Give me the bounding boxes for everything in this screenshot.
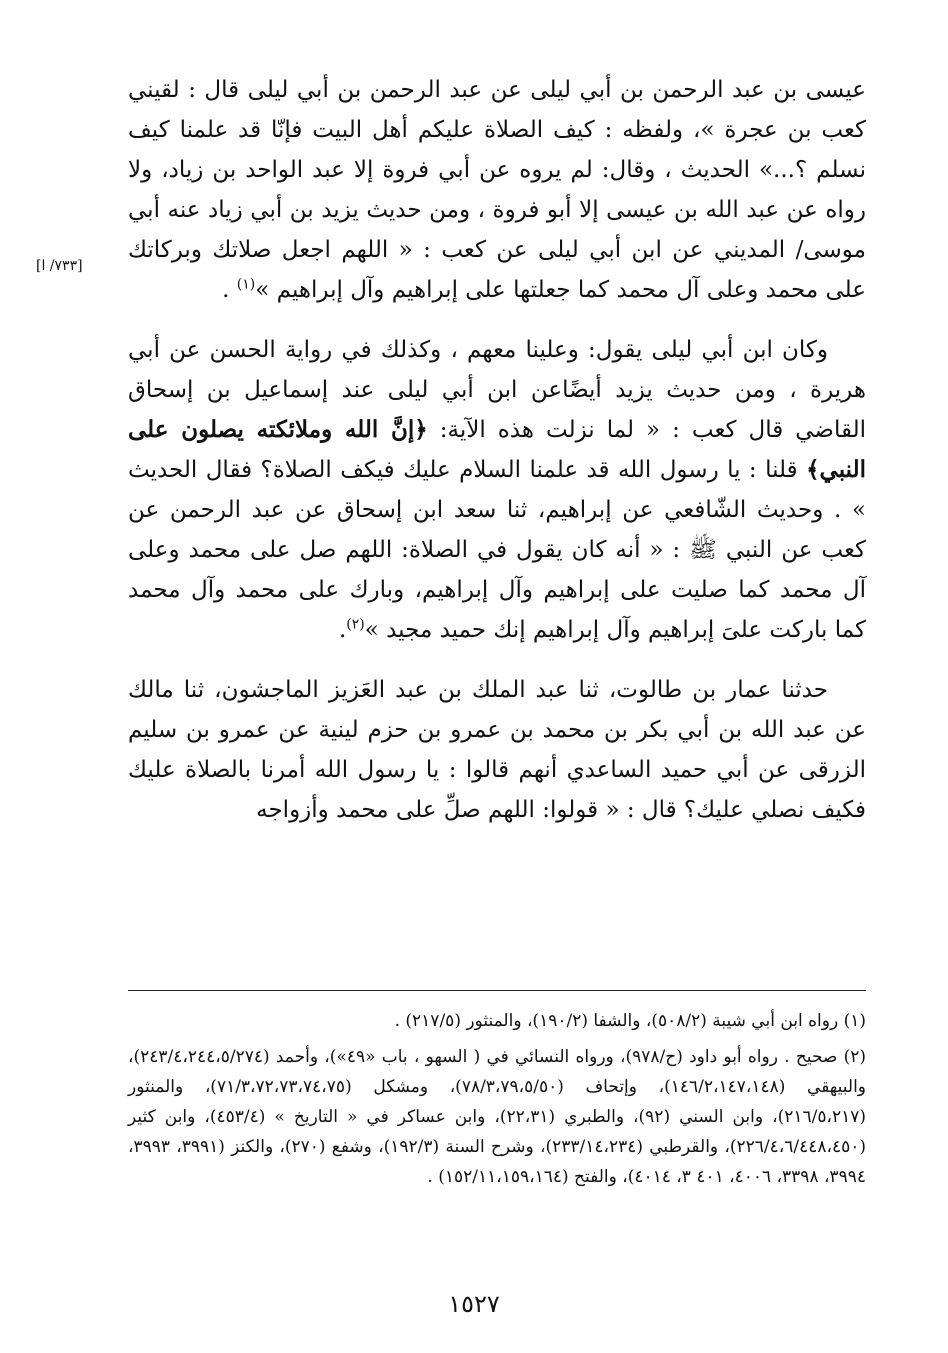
paragraph-2-text-after: قلنا : يا رسول الله قد علمنا السلام عليك فيكف الصلاة؟ فقال الحديث » . وحديث الشّافعي عن إبراهيم، ثنا سعد ابن إسحاق عن عبد الرحمن عن كعب عن النبي ﷺ : « أنه كان يقول في الصلاة: اللهم صل على محمد وعلى آل محمد كما صليت على إبراهيم وآل إبراهيم، وبارك على محمد وآل محمد كما باركت علىَ إبراهيم وآل إبراهيم إنك حميد مجيد » xyxy=(128,457,866,643)
footnote-divider xyxy=(128,990,866,991)
paragraph-1-end: . xyxy=(222,277,237,303)
main-text xyxy=(128,70,866,830)
margin-reference: [٧٣٣/ ا] xyxy=(36,258,83,274)
paragraph-1 xyxy=(128,70,866,310)
paragraph-2-end: . xyxy=(338,617,347,643)
footnote-ref-2[interactable]: (٢) xyxy=(346,616,365,633)
page-number: ١٥٢٧ xyxy=(448,1290,500,1318)
paragraph-3-text: حدثنا عمار بن طالوت، ثنا عبد الملك بن عبد العَزيز الماجشون، ثنا مالك عن عبد الله بن أبي بكر بن محمد بن عمرو بن حزم لينية عن عمرو بن سليم الزرقى عن أبي حميد الساعدي أنهم قالوا : يا رسول الله أمرنا بالصلاة عليك فكيف نصلي عليك؟ قال : « قولوا: اللهم صلِّ على محمد وأزواجه xyxy=(128,677,866,823)
footnote-1: (١) رواه ابن أبي شيبة (٥٠٨/٢)، والشفا (١٩٠/٢)، والمنثور (٢١٧/٥) . xyxy=(394,1011,866,1031)
paragraph-2-text-before: وكان ابن أبي ليلى يقول: وعلينا معهم ، وكذلك في رواية الحسن عن أبي هريرة ، ومن حديث يزيد أيضًاعن ابن أبي ليلى عند إسماعيل بن إسحاق القاضي قال كعب : « لما نزلت هذه الآية: xyxy=(128,337,866,443)
footnote-2: (٢) صحيح . رواه أبو داود (ح/٩٧٨)، ورواه النسائي في ( السهو ، باب «٤٩»)، وأحمد (٢٤٣/٤،٢٤٤،٥/٢٧٤)، والبيهقي (١٤٦/٢،١٤٧،١٤٨)، وإتحاف (٧٨/٣،٧٩،٥/٥٠)، ومشكل (٧١/٣،٧٢،٧٣،٧٤،٧٥)، والمنثور (٢١٦/٥،٢١٧)، وابن السني (٩٢)، والطبري (٢٢،٣١)، وابن عساكر في « التاريخ » (٤٥٣/٤)، وابن كثير (٢٢٦/٤،٦/٤٤٨،٤٥٠)، والقرطبي (٢٣٣/١٤،٢٣٤)، وشرح السنة (١٩٢/٣)، وشفع (٢٧٠)، والكنز (٣٩٩١، ٣٩٩٣، ٣٩٩٤، ٣٣٩٨، ٤٠٠٦، ٤٠١ ٣، ٤٠١٤)، والفتح (١٥٢/١١،١٥٩،١٦٤) . xyxy=(128,1047,867,1187)
footnotes xyxy=(128,1006,866,1198)
quran-quote: ﴿إنَّ الله وملائكته يصلون على النبي﴾ xyxy=(128,416,866,483)
paragraph-2 xyxy=(128,330,866,650)
footnote-ref-1[interactable]: (١) xyxy=(236,276,256,293)
paragraph-1-text: عيسى بن عبد الرحمن بن أبي ليلى عن عبد الرحمن بن أبي ليلى قال : لقيني كعب بن عجرة »، ولفظه : كيف الصلاة عليكم أهل البيت فإنّا قد علمنا كيف نسلم ؟...» الحديث ، وقال: لم يروه عن أبي فروة إلا عبد الواحد بن زياد، ولا رواه عن عبد الله بن عيسى إلا أبو فروة ، ومن حديث يزيد بن أبي زياد عنه أبي موسى/ المديني عن ابن أبي ليلى عن كعب : « اللهم اجعل صلاتك وبركاتك على محمد وعلى آل محمد كما جعلتها على إبراهيم وآل إبراهيم » xyxy=(128,77,866,303)
paragraph-3 xyxy=(128,670,866,830)
